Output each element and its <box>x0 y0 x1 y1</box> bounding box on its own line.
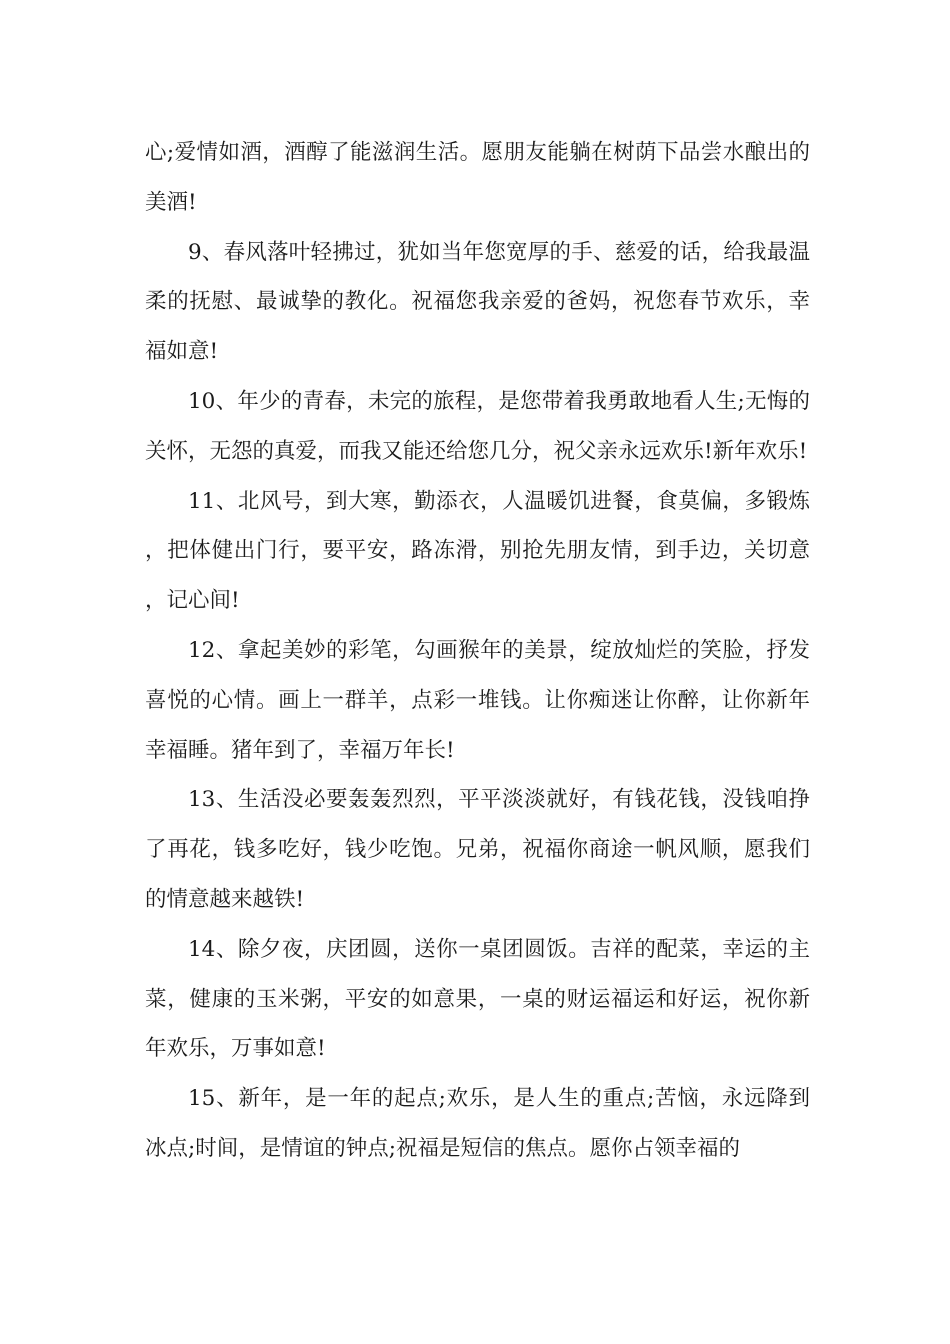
paragraph-item-14: 14、除夕夜，庆团圆，送你一桌团圆饭。吉祥的配菜，幸运的主菜，健康的玉米粥，平安的如意果，一桌的财运福运和好运，祝你新年欢乐，万事如意! <box>145 936 810 1062</box>
paragraph-item-11: 11、北风号，到大寒，勤添衣，人温暖饥进餐，食莫偏，多锻炼，把体健出门行，要平安，路冻滑，别抢先朋友情，到手边，关切意，记心间! <box>145 488 810 614</box>
paragraph-item-9: 9、春风落叶轻拂过，犹如当年您宽厚的手、慈爱的话，给我最温柔的抚慰、最诚挚的教化。祝福您我亲爱的爸妈，祝您春节欢乐，幸福如意! <box>145 239 810 365</box>
paragraph-item-13: 13、生活没必要轰轰烈烈，平平淡淡就好，有钱花钱，没钱咱挣了再花，钱多吃好，钱少吃饱。兄弟，祝福你商途一帆风顺，愿我们的情意越来越铁! <box>145 787 810 912</box>
paragraph-continued: 心;爱情如酒，酒醇了能滋润生活。愿朋友能躺在树荫下品尝水酿出的美酒! <box>145 140 810 215</box>
paragraph-item-10: 10、年少的青春，未完的旅程，是您带着我勇敢地看人生;无悔的关怀，无怨的真爱，而我又能还给您几分，祝父亲永远欢乐!新年欢乐! <box>145 388 810 464</box>
paragraph-item-15: 15、新年，是一年的起点;欢乐，是人生的重点;苦恼，永远降到冰点;时间，是情谊的钟点;祝福是短信的焦点。愿你占领幸福的 <box>145 1086 810 1161</box>
paragraph-item-12: 12、拿起美妙的彩笔，勾画猴年的美景，绽放灿烂的笑脸，抒发喜悦的心情。画上一群羊，点彩一堆钱。让你痴迷让你醉，让你新年幸福睡。猪年到了，幸福万年长! <box>145 637 810 763</box>
document-page <box>145 128 810 1174</box>
